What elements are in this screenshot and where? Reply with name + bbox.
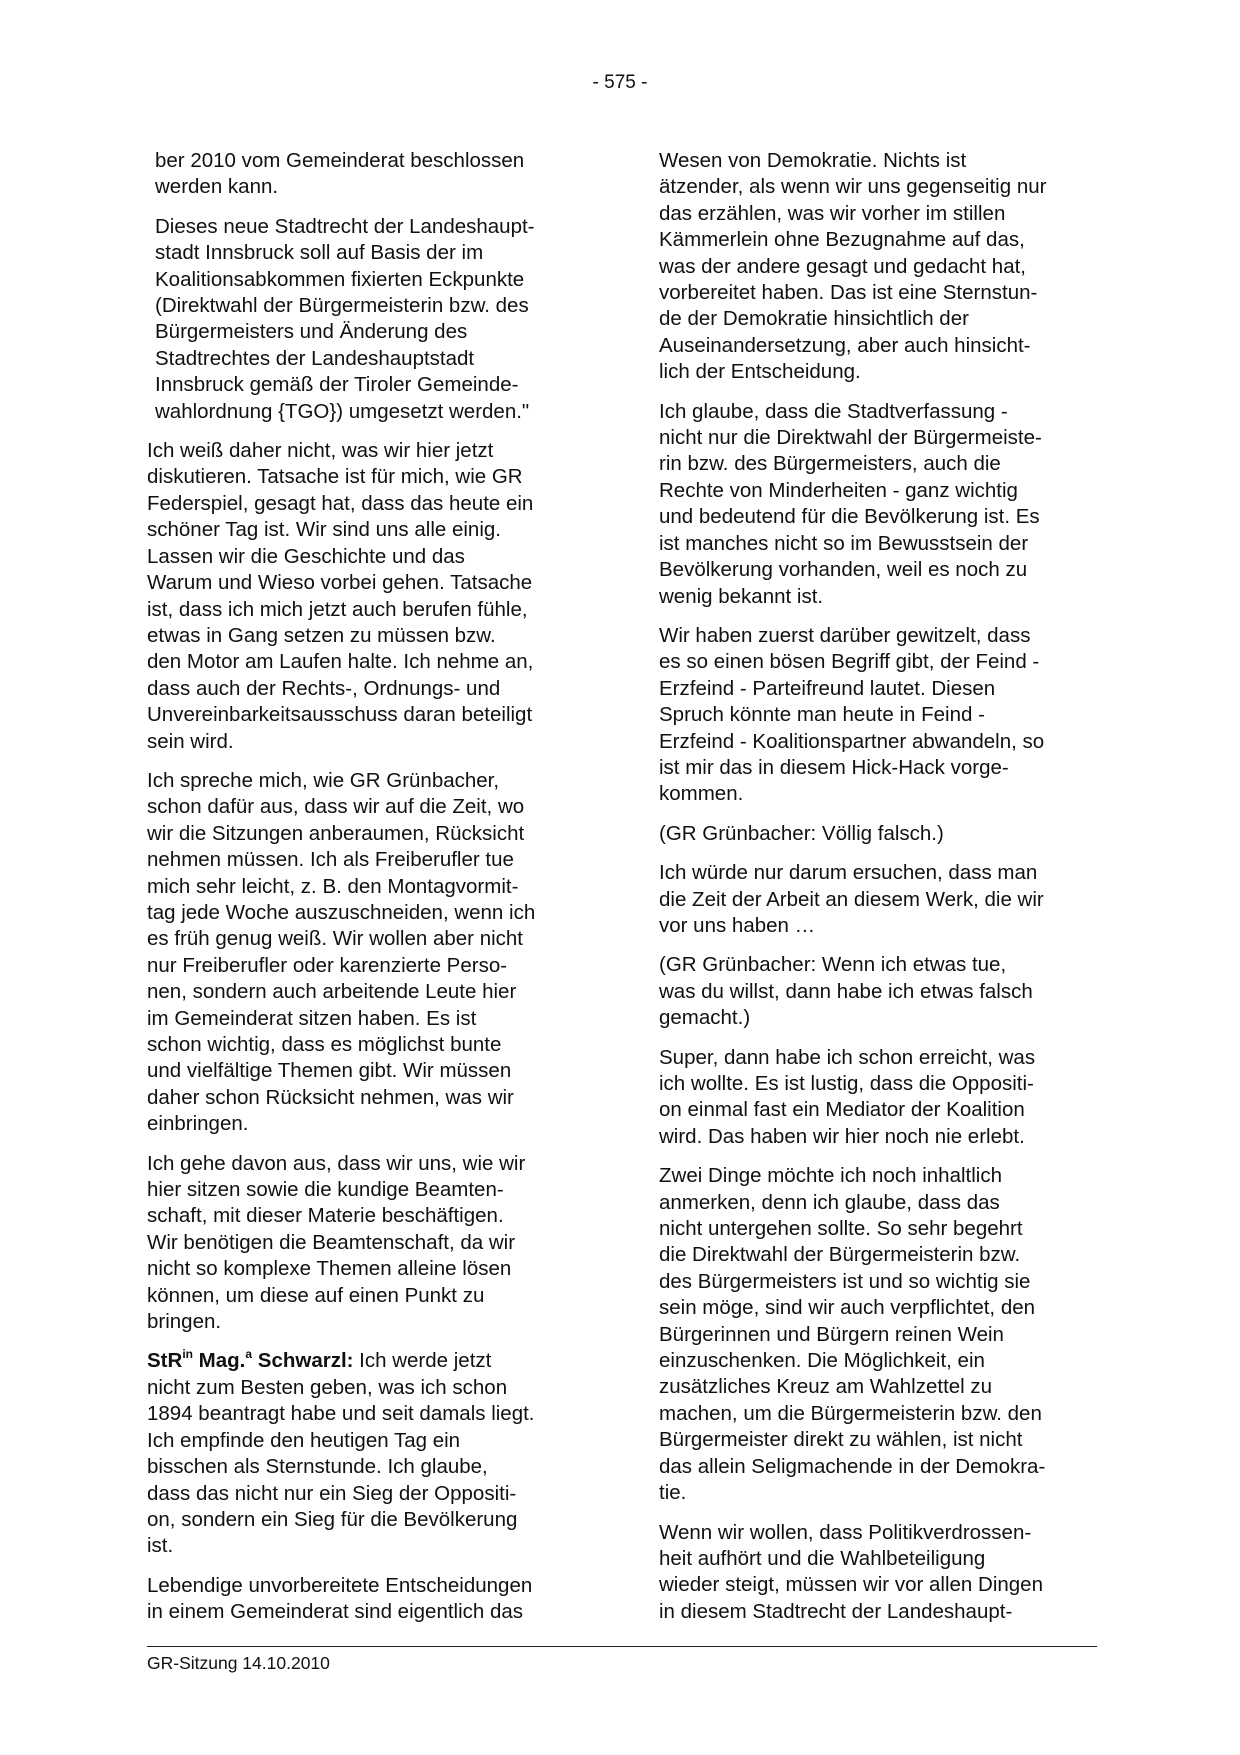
paragraph: Ich würde nur darum ersuchen, dass man die Zeit der Arbeit an diesem Werk, die wir vor uns haben … [659, 861, 1044, 937]
quote-paragraph: ber 2010 vom Gemeinderat beschlossen werden kann. [155, 149, 525, 199]
speaker-surname: Schwarzl: [252, 1349, 354, 1373]
page-number: - 575 - [592, 72, 648, 93]
speaker-prefix-sup: in [182, 1347, 193, 1362]
left-column [147, 148, 587, 1639]
paragraph: Ich gehe davon aus, dass wir uns, wie wir hier sitzen sowie die kundige Beamten- schaft, mit dieser Materie beschäftigen. Wir benötigen die Beamtenschaft, da wir nicht so komplexe Themen alleine lösen können, um diese auf einen Punkt zu bringen. [147, 1151, 526, 1334]
paragraph: Wir haben zuerst darüber gewitzelt, dass es so einen bösen Begriff gibt, der Feind - Erzfeind - Parteifreund lautet. Diesen Spruch könnte man heute in Feind - Erzfeind - Koalitionspartner abwandeln, so ist mir das in diesem Hick-Hack vorge- kommen. [659, 623, 1045, 806]
speaker-title-sup: a [245, 1347, 253, 1362]
quote-paragraph: Dieses neue Stadtrecht der Landeshaupt- stadt Innsbruck soll auf Basis der im Koalitionsabkommen fixierten Eckpunkte (Direktwahl der Bürgermeisterin bzw. des Bürgermeisters und Änderung des Stadtrechtes der Landeshauptstadt Innsbruck gemäß der Tiroler Gemeinde- wahlordnung {TGO}) umgesetzt werden." [155, 214, 535, 423]
paragraph: Wesen von Demokratie. Nichts ist ätzender, als wenn wir uns gegenseitig nur das erzählen, was wir vorher im stillen Kämmerlein ohne Bezugnahme auf das, was der andere gesagt und gedacht hat, vorbereitet haben. Das ist eine Sternstun- de der Demokratie hinsichtlich der Auseinandersetzung, aber auch hinsicht- lich der Entscheidung. [659, 149, 1047, 384]
speaker-text: Ich werde jetzt nicht zum Besten geben, was ich schon 1894 beantragt habe und seit damals liegt. Ich empfinde den heutigen Tag ein bisschen als Sternstunde. Ich glaube, dass das nicht nur ein Sieg der Oppositi- on, sondern ein Sieg für die Bevölkerung ist. [147, 1349, 535, 1558]
speaker-title: Mag. [192, 1349, 246, 1373]
paragraph: Ich spreche mich, wie GR Grünbacher, schon dafür aus, dass wir auf die Zeit, wo wir die Sitzungen anberaumen, Rücksicht nehmen müssen. Ich als Freiberufler tue mich sehr leicht, z. B. den Montagvormit- tag jede Woche auszuschneiden, wenn ich es früh genug weiß. Wir wollen aber nicht nur Freiberufler oder karenzierte Perso- nen, sondern auch arbeitende Leute hier im Gemeinderat sitzen haben. Es ist schon wichtig, dass es möglichst bunte und vielfältige Themen gibt. Wir müssen daher schon Rücksicht nehmen, was wir einbringen. [147, 768, 536, 1136]
paragraph: Zwei Dinge möchte ich noch inhaltlich anmerken, denn ich glaube, dass das nicht untergehen sollte. So sehr begehrt die Direktwahl der Bürgermeisterin bzw. des Bürgermeisters ist und so wichtig sie sein möge, sind wir auch verpflichtet, den Bürgerinnen und Bürgern reinen Wein einzuschenken. Die Möglichkeit, ein zusätzliches Kreuz am Wahlzettel zu machen, um die Bürgermeisterin bzw. den Bürgermeister direkt zu wählen, ist nicht das allein Seligmachende in der Demokra- tie. [659, 1164, 1046, 1505]
interjection: (GR Grünbacher: Wenn ich etwas tue, was du willst, dann habe ich etwas falsch gemacht.) [659, 953, 1033, 1030]
paragraph: Ich weiß daher nicht, was wir hier jetzt diskutieren. Tatsache ist für mich, wie GR Federspiel, gesagt hat, dass das heute ein schöner Tag ist. Wir sind uns alle einig. Lassen wir die Geschichte und das Warum und Wieso vorbei gehen. Tatsache ist, dass ich mich jetzt auch berufen fühle, etwas in Gang setzen zu müssen bzw. den Motor am Laufen halte. Ich nehme an, dass auch der Rechts-, Ordnungs- und Unvereinbarkeitsausschuss daran beteiligt sein wird. [147, 439, 534, 753]
speaker-prefix: StR [147, 1349, 183, 1373]
paragraph: Wenn wir wollen, dass Politikverdrossen- heit aufhört und die Wahlbeteiligung wieder steigt, müssen wir vor allen Dingen in diesem Stadtrecht der Landeshaupt- [659, 1520, 1043, 1623]
footer-session-date: GR-Sitzung 14.10.2010 [147, 1653, 330, 1673]
interjection: (GR Grünbacher: Völlig falsch.) [659, 821, 944, 845]
paragraph: Super, dann habe ich schon erreicht, was ich wollte. Es ist lustig, dass die Oppositi- on einmal fast ein Mediator der Koalition wird. Das haben wir hier noch nie erlebt. [659, 1045, 1036, 1148]
speaker-name [147, 1349, 353, 1372]
right-column [659, 148, 1099, 1638]
paragraph: Ich glaube, dass die Stadtverfassung - nicht nur die Direktwahl der Bürgermeiste- rin bzw. des Bürgermeisters, auch die Rechte von Minderheiten - ganz wichtig und bedeutend für die Bevölkerung ist. Es ist manches nicht so im Bewusstsein der Bevölkerung vorhanden, weil es noch zu wenig bekannt ist. [659, 399, 1042, 608]
speaker-paragraph [147, 1348, 587, 1559]
footer-divider [147, 1646, 1097, 1647]
paragraph: Lebendige unvorbereitete Entscheidungen in einem Gemeinderat sind eigentlich das [147, 1573, 533, 1624]
